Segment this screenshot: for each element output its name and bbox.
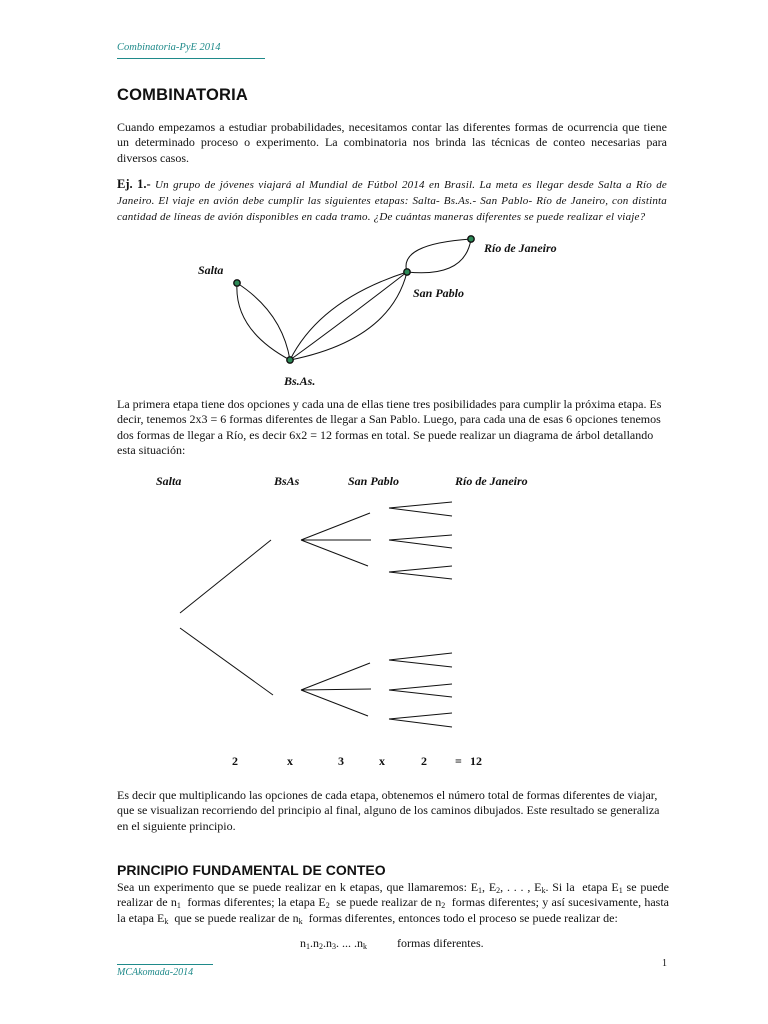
page-title: COMBINATORIA <box>117 86 249 104</box>
running-footer: MCAkomada-2014 <box>117 967 194 978</box>
mult-equals: = <box>455 754 462 768</box>
tree-branch-salta-1 <box>180 540 271 613</box>
tree-branch-bsas2-sp1 <box>301 663 370 690</box>
label-san-pablo: San Pablo <box>413 286 465 300</box>
tree-branch-bsas1-sp3 <box>301 540 368 566</box>
tree-header-rio: Río de Janeiro <box>455 474 528 488</box>
mult-operator-2: x <box>379 754 385 768</box>
page-number: 1 <box>662 958 667 969</box>
explanation-paragraph: La primera etapa tiene dos opciones y cada una de ellas tiene tres posibilidades para cumplir la próxima etapa. Es decir, tenemos 2x3 = 6 formas diferentes de llegar a San Pablo. Luego, para cada una de esas 6 opciones tenemos dos formas de llegar a Río, es decir 6x2 = 12 formas en total. Se puede realizar un diagrama de árbol detallando esta situación: <box>117 397 662 458</box>
mult-factor-b: 3 <box>338 754 344 768</box>
tree-branch-rio-1a <box>389 502 452 508</box>
tree-header-san-pablo: San Pablo <box>348 474 400 488</box>
tree-header-bsas: BsAs <box>274 474 300 488</box>
tree-branch-rio-5b <box>389 690 452 697</box>
principle-formula: $n_1.n_2.n_3$. ... $.n_k$ formas diferentes. <box>300 936 484 951</box>
tree-branch-rio-3b <box>389 572 452 579</box>
principle-title: PRINCIPIO FUNDAMENTAL DE CONTEO <box>117 862 386 878</box>
tree-branch-salta-2 <box>180 628 273 695</box>
running-header: Combinatoria-PyE 2014 <box>117 42 221 53</box>
tree-branch-rio-4a <box>389 653 452 660</box>
formula-suffix: formas diferentes. <box>397 936 484 950</box>
tree-header-salta: Salta <box>156 474 182 488</box>
tree-branch-rio-5a <box>389 684 452 690</box>
tree-branch-bsas1-sp1 <box>301 513 370 540</box>
tree-branch-rio-3a <box>389 566 452 572</box>
tree-branch-bsas2-sp2 <box>301 689 371 690</box>
intro-paragraph: Cuando empezamos a estudiar probabilidades, necesitamos contar las diferentes formas de ocurrencia que tiene un determinado proceso o experimento. La combinatoria nos brinda las técnicas de conteo necesarias para diversos casos. <box>117 120 667 165</box>
tree-branch-rio-6b <box>389 719 452 727</box>
tree-branch-rio-2a <box>389 535 452 540</box>
mult-operator-1: x <box>287 754 293 768</box>
tree-branch-bsas2-sp3 <box>301 690 368 716</box>
tree-branch-rio-2b <box>389 540 452 548</box>
example-label: Ej. 1.- <box>117 177 151 191</box>
tree-branch-rio-1b <box>389 508 452 516</box>
footer-rule <box>117 964 213 965</box>
example-text: Un grupo de jóvenes viajará al Mundial de Fútbol 2014 en Brasil. La meta es llegar desde Salta a Río de Janeiro. El viaje en avión debe cumplir las siguientes etapas: Salta- Bs.As.- San Pablo- Río de Janeiro, con distinta cantidad de líneas de avión disponibles en cada tramo. ¿De cuántas maneras diferentes se puede realizar el viaje? <box>117 179 667 223</box>
tree-branch-rio-4b <box>389 660 452 667</box>
mult-factor-c: 2 <box>421 754 427 768</box>
tree-branch-rio-6a <box>389 713 452 719</box>
conclusion-paragraph: Es decir que multiplicando las opciones de cada etapa, obtenemos el número total de formas diferentes de viajar, que se visualizan recorriendo del principio al final, alguno de los caminos dibujados. Este resultado se generaliza en el siguiente principio. <box>117 788 660 833</box>
label-rio: Río de Janeiro <box>484 241 557 255</box>
principle-paragraph: Sea un experimento que se puede realizar en k etapas, que llamaremos: $E_1$, $E_2$, . . . , $E_k$. Si la etapa $E_1$ se puede realizar de $n_1$ formas diferentes; la etapa $E_2$ se puede realizar de $n_2$ formas diferentes; y así sucesivamente, hasta la etapa $E_k$ que se puede realizar de $n_k$ formas diferentes, entonces todo el proceso se puede realizar de: <box>117 880 669 926</box>
mult-result: 12 <box>470 754 482 768</box>
label-salta: Salta <box>198 263 224 277</box>
mult-factor-a: 2 <box>232 754 238 768</box>
label-bsas: Bs.As. <box>284 374 316 388</box>
